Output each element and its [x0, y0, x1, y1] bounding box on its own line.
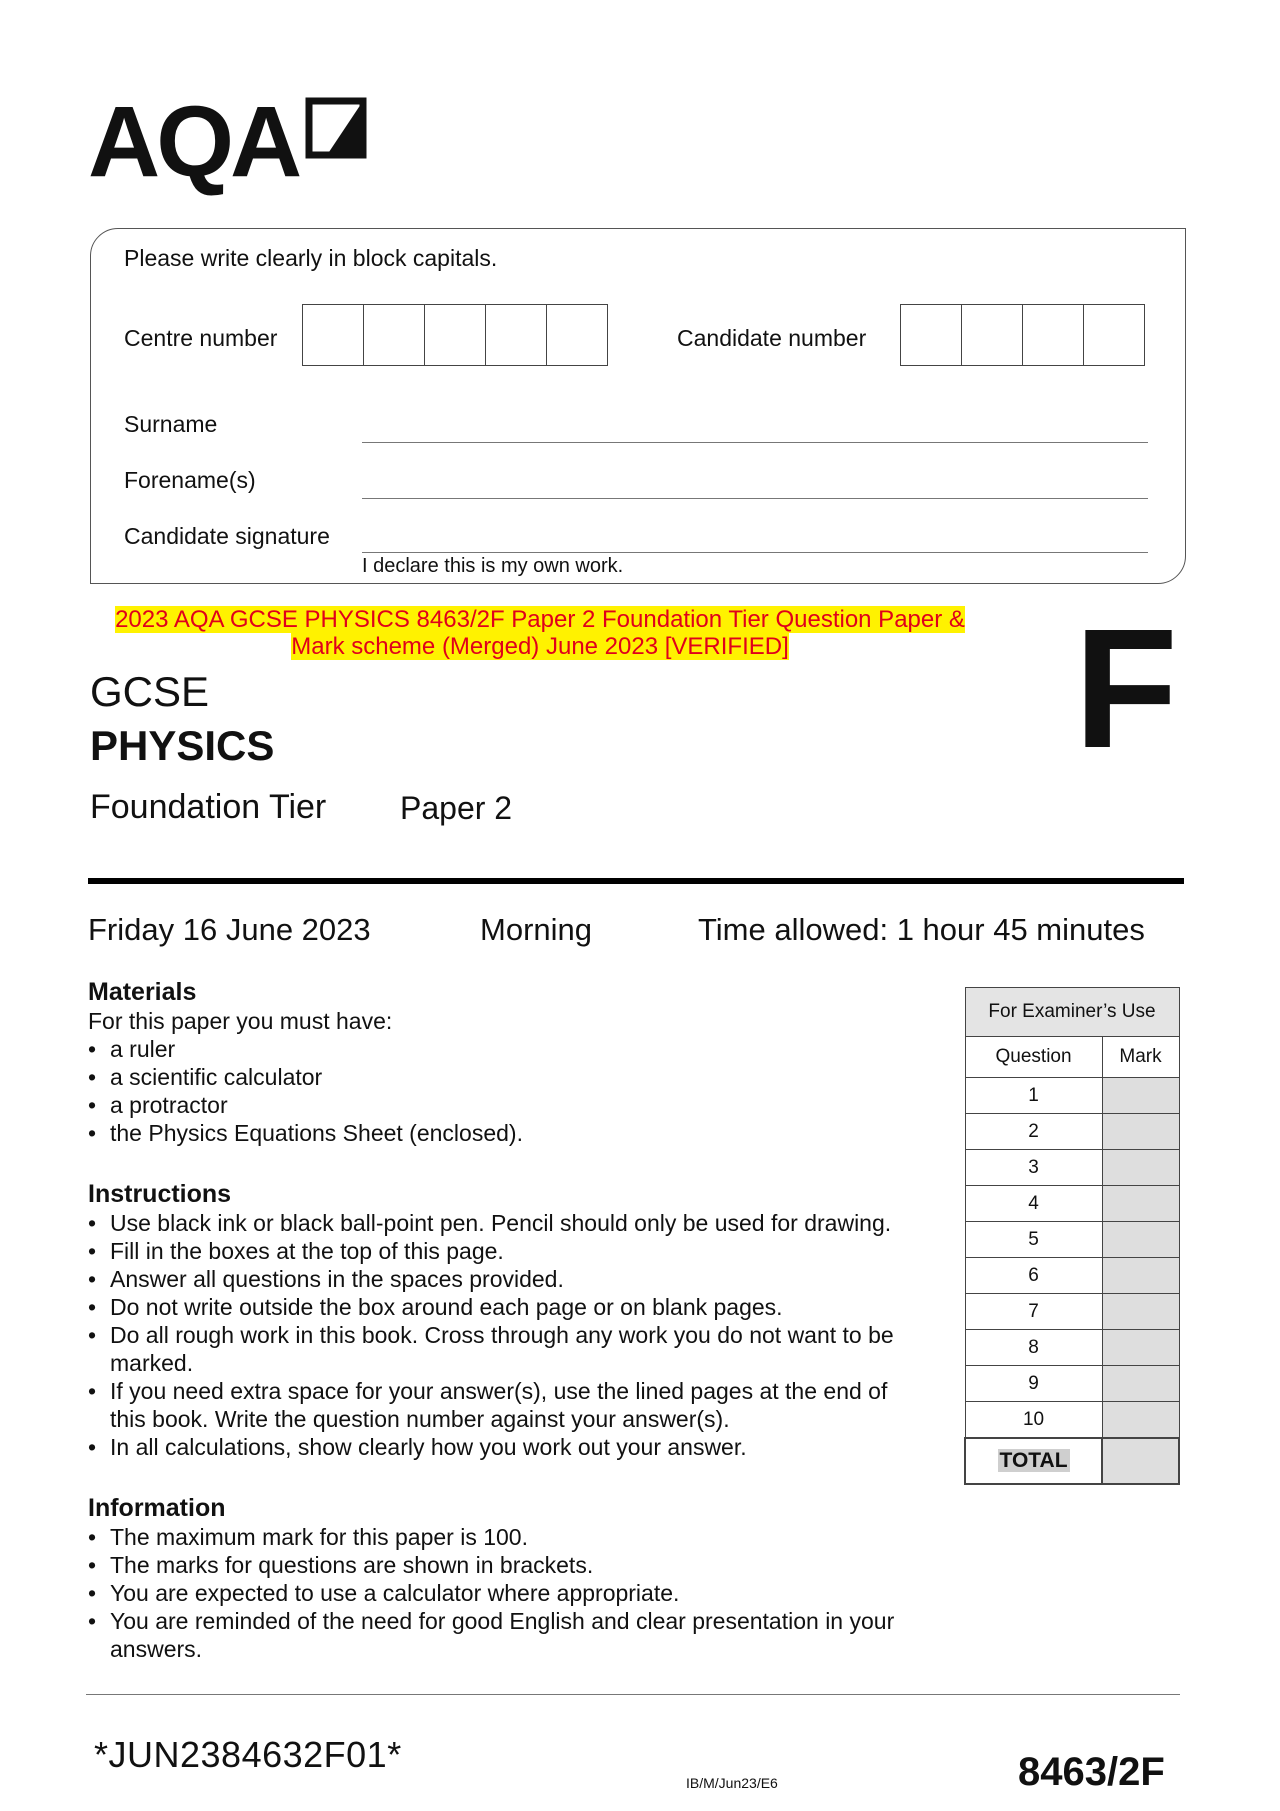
table-row — [965, 1258, 1179, 1294]
table-row — [965, 1078, 1179, 1114]
centre-digit-box[interactable] — [547, 305, 607, 365]
centre-digit-box[interactable] — [486, 305, 547, 365]
aqa-logo-text: AQA — [88, 86, 299, 198]
list-item: • You are expected to use a calculator where appropriate. — [88, 1579, 908, 1607]
list-item: • a scientific calculator — [88, 1063, 928, 1091]
banner-line-2: Mark scheme (Merged) June 2023 [VERIFIED] — [291, 633, 789, 660]
mark-cell — [1102, 1222, 1179, 1258]
list-item: • a protractor — [88, 1091, 928, 1119]
time-allowed: Time allowed: 1 hour 45 minutes — [698, 912, 1145, 947]
table-row — [965, 1366, 1179, 1402]
surname-label: Surname — [124, 411, 218, 437]
exam-date: Friday 16 June 2023 — [88, 912, 371, 947]
examiner-use-table — [964, 987, 1180, 1485]
centre-digit-box[interactable] — [303, 305, 364, 365]
question-number: 2 — [965, 1114, 1102, 1150]
mark-cell — [1102, 1330, 1179, 1366]
mark-cell — [1102, 1114, 1179, 1150]
mark-cell — [1102, 1402, 1179, 1439]
paper-code: 8463/2F — [1018, 1750, 1165, 1794]
mark-cell — [1102, 1294, 1179, 1330]
tier-title: Foundation Tier — [90, 788, 327, 826]
list-item: • Answer all questions in the spaces provided. — [88, 1265, 928, 1293]
mark-cell — [1102, 1150, 1179, 1186]
list-item: • Do all rough work in this book. Cross through any work you do not want to be marked. — [88, 1321, 928, 1377]
question-number: 10 — [965, 1402, 1102, 1439]
question-number: 7 — [965, 1294, 1102, 1330]
divider-thick — [88, 878, 1184, 884]
question-number: 1 — [965, 1078, 1102, 1114]
information-heading: Information — [88, 1494, 226, 1522]
total-row — [965, 1438, 1179, 1484]
question-number: 6 — [965, 1258, 1102, 1294]
table-row — [965, 1330, 1179, 1366]
list-item: • a ruler — [88, 1035, 928, 1063]
centre-digit-box[interactable] — [364, 305, 425, 365]
table-row — [965, 1402, 1179, 1439]
information-section — [88, 1494, 908, 1663]
paper-number: Paper 2 — [400, 790, 513, 826]
question-number: 8 — [965, 1330, 1102, 1366]
question-number: 4 — [965, 1186, 1102, 1222]
materials-intro: For this paper you must have: — [88, 1008, 393, 1034]
list-item: • the Physics Equations Sheet (enclosed). — [88, 1119, 928, 1147]
mark-cell — [1102, 1078, 1179, 1114]
question-number: 5 — [965, 1222, 1102, 1258]
total-label-cell — [965, 1438, 1102, 1484]
table-row — [965, 1294, 1179, 1330]
table-row — [965, 1114, 1179, 1150]
list-item: • If you need extra space for your answer(s), use the lined pages at the end of this book. Write the question number against your answer(s). — [88, 1377, 928, 1433]
instructions-heading: Instructions — [88, 1180, 232, 1208]
list-item: • The maximum mark for this paper is 100. — [88, 1523, 908, 1551]
forename-field[interactable] — [362, 498, 1148, 499]
table-row — [965, 1222, 1179, 1258]
candidate-number-label: Candidate number — [677, 325, 867, 351]
centre-number-label: Centre number — [124, 325, 278, 351]
highlighted-title-banner — [90, 606, 990, 660]
mark-cell — [1102, 1186, 1179, 1222]
forename-label: Forename(s) — [124, 467, 256, 493]
candidate-digit-box[interactable] — [962, 305, 1023, 365]
subject-title: PHYSICS — [90, 722, 275, 769]
signature-label: Candidate signature — [124, 523, 330, 549]
information-list — [88, 1523, 908, 1663]
table-row — [965, 1186, 1179, 1222]
aqa-logo-mark-icon — [305, 97, 367, 159]
table-row — [965, 1150, 1179, 1186]
examiner-use-title: For Examiner’s Use — [965, 988, 1179, 1037]
block-capitals-instruction: Please write clearly in block capitals. — [124, 245, 498, 271]
centre-number-boxes[interactable] — [302, 304, 608, 366]
barcode-text: *JUN2384632F01* — [94, 1734, 402, 1775]
list-item: • The marks for questions are shown in brackets. — [88, 1551, 908, 1579]
instructions-section — [88, 1180, 928, 1461]
list-item: • Fill in the boxes at the top of this page. — [88, 1237, 928, 1265]
candidate-digit-box[interactable] — [1023, 305, 1084, 365]
mark-column-header: Mark — [1102, 1037, 1179, 1078]
question-number: 9 — [965, 1366, 1102, 1402]
candidate-number-boxes[interactable] — [900, 304, 1145, 366]
exam-session: Morning — [480, 912, 592, 947]
total-mark-cell — [1102, 1438, 1179, 1484]
list-item: • In all calculations, show clearly how you work out your answer. — [88, 1433, 928, 1461]
instructions-list — [88, 1209, 928, 1461]
question-number: 3 — [965, 1150, 1102, 1186]
signature-field[interactable] — [362, 552, 1148, 553]
footer-divider — [86, 1694, 1180, 1695]
materials-section — [88, 978, 928, 1147]
qualification-level: GCSE — [90, 668, 210, 715]
tier-letter: F — [1074, 594, 1178, 784]
surname-field[interactable] — [362, 442, 1148, 443]
mark-cell — [1102, 1366, 1179, 1402]
declaration-text: I declare this is my own work. — [362, 555, 624, 577]
centre-digit-box[interactable] — [425, 305, 486, 365]
list-item: • Use black ink or black ball-point pen. Pencil should only be used for drawing. — [88, 1209, 928, 1237]
candidate-digit-box[interactable] — [901, 305, 962, 365]
materials-heading: Materials — [88, 978, 197, 1006]
candidate-digit-box[interactable] — [1084, 305, 1144, 365]
mark-cell — [1102, 1258, 1179, 1294]
document-reference: IB/M/Jun23/E6 — [686, 1775, 778, 1791]
materials-list — [88, 1035, 928, 1147]
list-item: • You are reminded of the need for good English and clear presentation in your answers. — [88, 1607, 908, 1663]
banner-line-1: 2023 AQA GCSE PHYSICS 8463/2F Paper 2 Foundation Tier Question Paper & — [115, 606, 965, 633]
question-column-header: Question — [965, 1037, 1102, 1078]
list-item: • Do not write outside the box around each page or on blank pages. — [88, 1293, 928, 1321]
total-label: TOTAL — [999, 1449, 1068, 1472]
